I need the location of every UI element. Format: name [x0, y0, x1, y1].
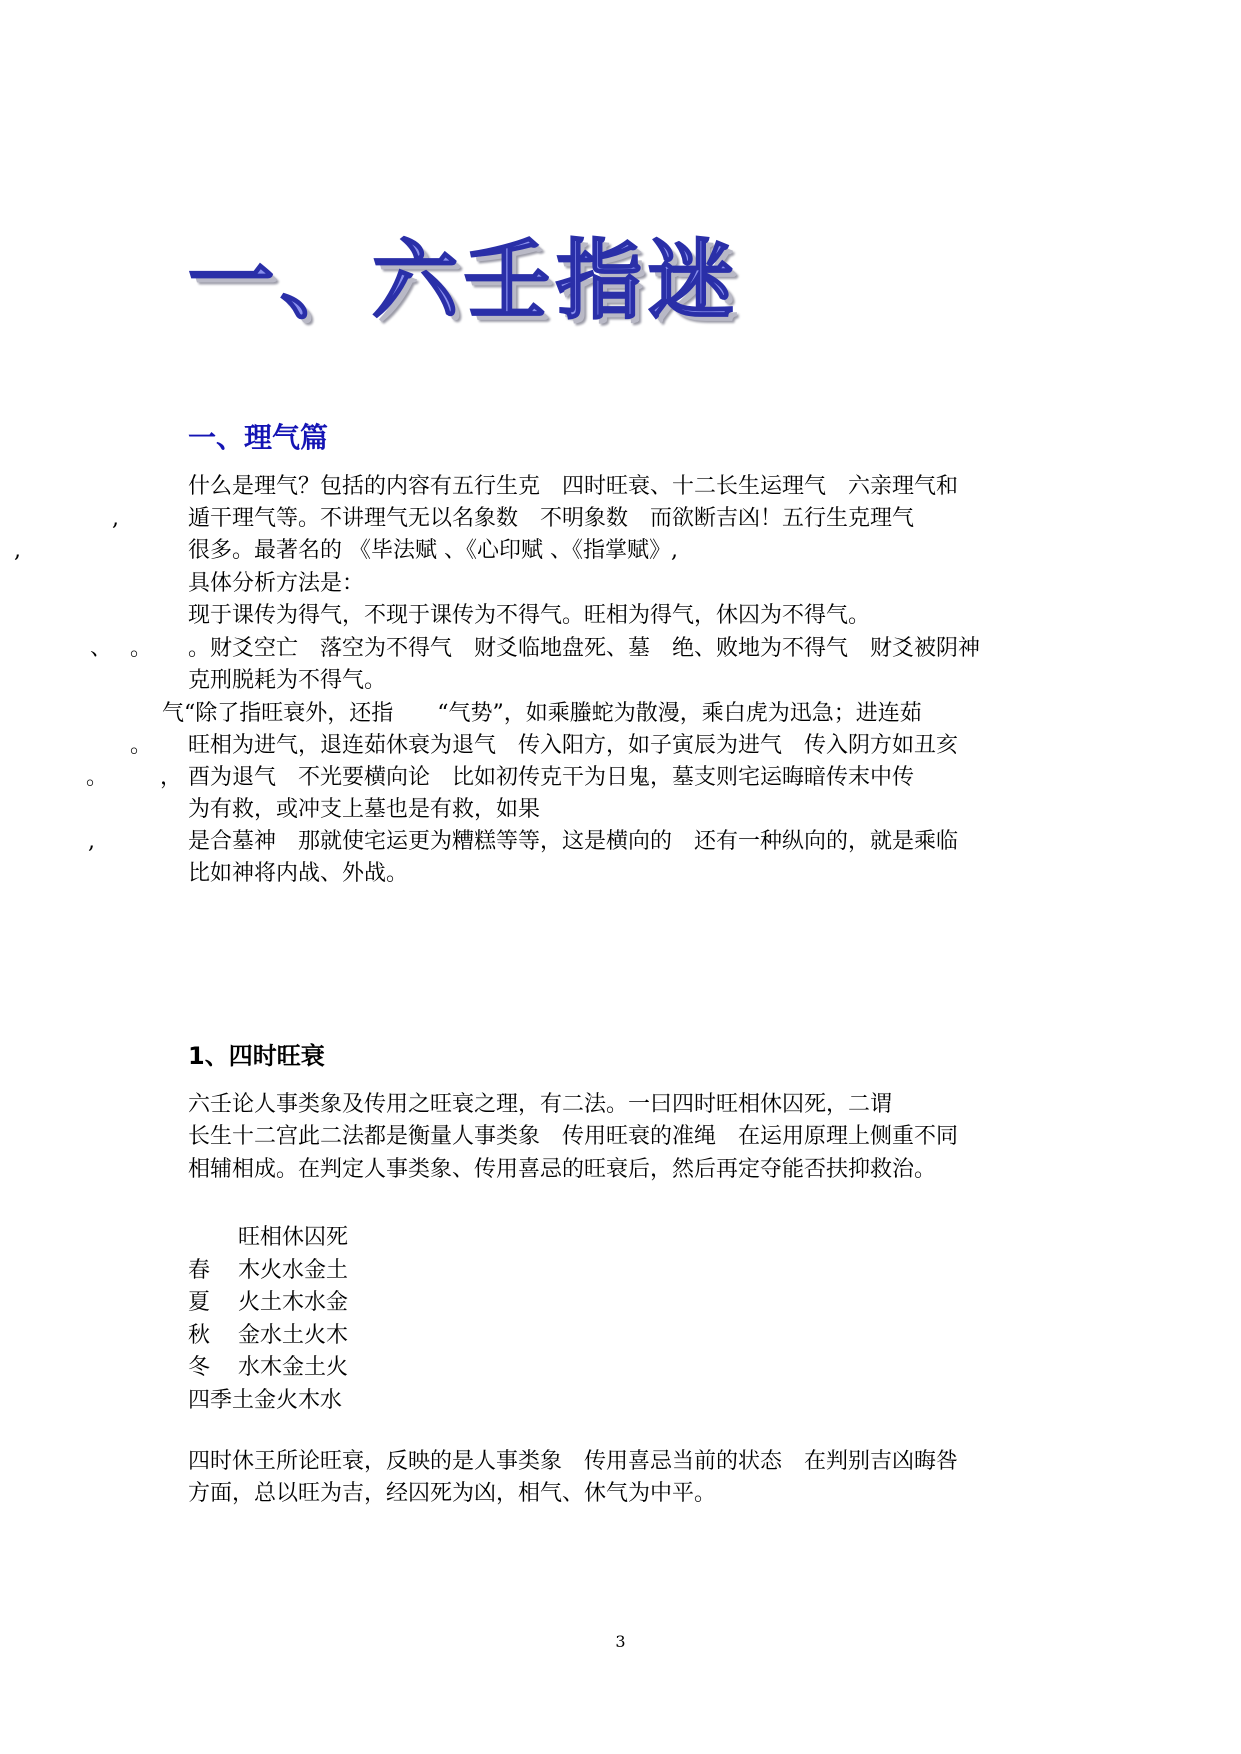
table-row — [188, 1385, 348, 1418]
season-label: 春 — [188, 1257, 211, 1283]
paragraph-line: 六壬论人事类象及传用之旺衰之理，有二法。一曰四时旺相休囚死，二谓 — [188, 1092, 893, 1117]
paragraph-line: 。财爻空亡 落空为不得气 财爻临地盘死、墓 绝、败地为不得气 财爻被阴神 — [188, 636, 981, 661]
table-row — [188, 1352, 348, 1385]
paragraph-line: 什么是理气？包括的内容有五行生克 四时旺衰、十二长生运理气 六亲理气和 — [188, 474, 959, 499]
paragraph-line: 酉为退气 不光要横向论 比如初传克干为日鬼，墓支则宅运晦暗传末中传 — [188, 765, 915, 790]
margin-mark: 。 — [86, 765, 109, 790]
table-header-row — [188, 1222, 348, 1255]
season-label: 秋 — [188, 1322, 211, 1348]
paragraph-line: 比如神将内战、外战。 — [188, 861, 409, 886]
season-values: 金水土火木 — [238, 1322, 349, 1348]
paragraph-line: 克刑脱耗为不得气。 — [188, 668, 387, 693]
paragraph-line: 很多。最著名的 《毕法赋 、《心印赋 、《指掌赋》, — [188, 538, 678, 563]
section-heading-sishi: 1、四时旺衰 — [188, 1042, 325, 1070]
margin-mark: 。 — [130, 636, 153, 661]
season-label: 冬 — [188, 1355, 211, 1380]
paragraph-line: 长生十二宫此二法都是衡量人事类象 传用旺衰的准绳 在运用原理上侧重不同 — [188, 1124, 959, 1149]
paragraph-line: 方面，总以旺为吉，经囚死为凶，相气、休气为中平。 — [188, 1481, 717, 1506]
wangxiang-table — [188, 1222, 348, 1417]
paragraph-line: 为有救，或冲支上墓也是有救，如果 — [188, 797, 541, 822]
paragraph-line: 具体分析方法是： — [188, 571, 365, 596]
margin-mark: , — [14, 538, 21, 563]
margin-mark: 、 — [90, 636, 113, 661]
paragraph-line: 遁干理气等。不讲理气无以名象数 不明象数 而欲断吉凶！五行生克理气 — [188, 506, 915, 531]
season-label: 四季 — [188, 1387, 233, 1413]
season-values: 木火水金土 — [238, 1257, 349, 1283]
margin-mark: , — [112, 506, 119, 531]
table-header: 旺相休囚死 — [238, 1225, 349, 1250]
page-number: 3 — [615, 1632, 626, 1651]
table-row — [188, 1320, 348, 1353]
season-label: 夏 — [188, 1290, 211, 1315]
margin-mark: , — [88, 829, 95, 854]
season-values: 水木金土火 — [238, 1355, 349, 1380]
table-row — [188, 1255, 348, 1288]
table-row — [188, 1287, 348, 1320]
paragraph-line: 是合墓神 那就使宅运更为糟糕等等，这是横向的 还有一种纵向的，就是乘临 — [188, 829, 959, 854]
paragraph-line: 现于课传为得气，不现于课传为不得气。旺相为得气，休囚为不得气。 — [188, 603, 871, 628]
season-values: 火土木水金 — [238, 1290, 349, 1315]
paragraph-line: 旺相为进气，退连茹休衰为退气 传入阳方，如子寅辰为进气 传入阴方如丑亥 — [188, 733, 959, 758]
section-heading-liqi: 一、理气篇 — [188, 421, 329, 454]
paragraph-line: 气“除了指旺衰外，还指 “气势”，如乘螣蛇为散漫，乘白虎为迅急；进连茹 — [162, 701, 922, 726]
chapter-title: 一、六壬指迷 — [188, 230, 740, 331]
margin-mark: 。 — [130, 733, 153, 758]
paragraph-line: 相辅相成。在判定人事类象、传用喜忌的旺衰后，然后再定夺能否扶抑救治。 — [188, 1157, 937, 1182]
paragraph-line: 四时休王所论旺衰，反映的是人事类象 传用喜忌当前的状态 在判别吉凶晦咎 — [188, 1449, 959, 1474]
margin-mark: ， — [160, 765, 183, 790]
season-values: 土金火木水 — [232, 1387, 343, 1413]
